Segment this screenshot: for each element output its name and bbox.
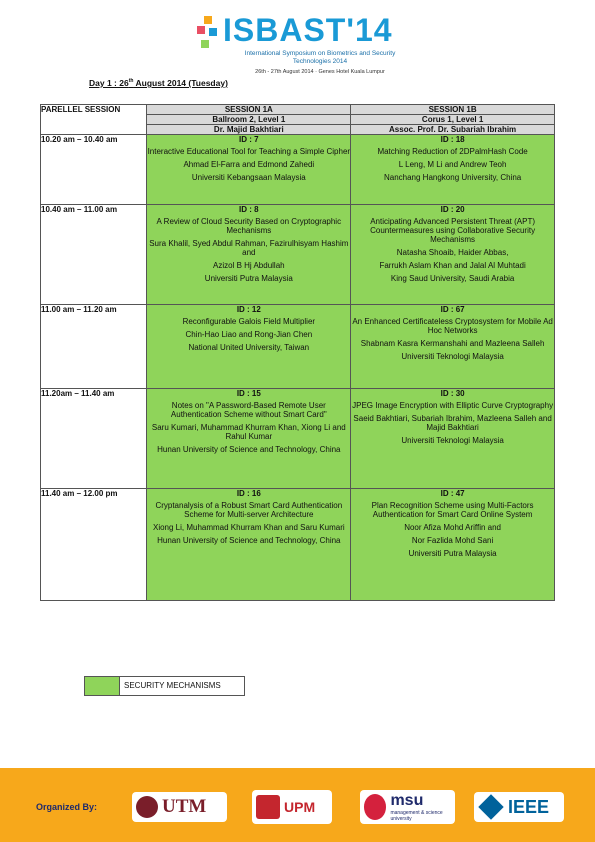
paper-id: ID : 8 <box>239 205 259 214</box>
conference-header <box>195 10 415 80</box>
ieee-diamond-icon <box>478 794 503 819</box>
conference-tagline: International Symposium on Biometrics and Security Technologies 2014 <box>244 50 396 65</box>
paper-detail: Hunan University of Science and Technology, China <box>157 536 341 545</box>
session-a-paper <box>147 389 351 489</box>
paper-detail: Sura Khalil, Syed Abdul Rahman, Fazirulhisyam Hashim and <box>149 239 349 257</box>
paper-detail: L Leng, M Li and Andrew Teoh <box>398 160 507 169</box>
upm-logo: UPM <box>252 790 332 824</box>
schedule-table <box>40 104 555 601</box>
time-slot: 10.20 am – 10.40 am <box>41 135 147 205</box>
session-a-paper <box>147 489 351 601</box>
footer-banner <box>0 768 595 842</box>
paper-detail: King Saud University, Saudi Arabia <box>390 274 515 283</box>
paper-title: Matching Reduction of 2DPalmHash Code <box>377 147 528 156</box>
session-b-room: Corus 1, Level 1 <box>351 115 555 125</box>
paper-detail: Universiti Putra Malaysia <box>408 549 497 558</box>
paper-detail: Ahmad El-Farra and Edmond Zahedi <box>183 160 315 169</box>
session-b-paper <box>351 389 555 489</box>
paper-title: Plan Recognition Scheme using Multi-Factors Authentication for Smart Card Online System <box>371 501 534 519</box>
paper-detail: Universiti Teknologi Malaysia <box>401 352 504 361</box>
paper-id: ID : 67 <box>440 305 465 314</box>
paper-detail: Noor Afiza Mohd Ariffin and <box>404 523 501 532</box>
schedule-row <box>41 205 555 305</box>
paper-detail: Saru Kumari, Muhammad Khurram Khan, Xiong Li and Rahul Kumar <box>151 423 346 441</box>
paper-title: A Review of Cloud Security Based on Cryptographic Mechanisms <box>156 217 342 235</box>
paper-id: ID : 30 <box>440 389 465 398</box>
paper-detail: Universiti Putra Malaysia <box>204 274 293 283</box>
session-a-room: Ballroom 2, Level 1 <box>147 115 351 125</box>
paper-title: Interactive Educational Tool for Teaching a Simple Cipher <box>147 147 351 156</box>
legend-label: SECURITY MECHANISMS <box>124 681 221 690</box>
paper-detail: Xiong Li, Muhammad Khurram Khan and Saru Kumari <box>152 523 345 532</box>
utm-logo: UTM <box>132 792 227 822</box>
paper-detail: Hunan University of Science and Technology, China <box>157 445 341 454</box>
paper-detail: Azizol B Hj Abdullah <box>213 261 285 270</box>
schedule-row <box>41 389 555 489</box>
paper-detail: Saeid Bakhtiari, Subariah Ibrahim, Mazleena Salleh and Majid Bakhtiari <box>353 414 552 432</box>
paper-id: ID : 12 <box>236 305 261 314</box>
session-a-name: SESSION 1A <box>147 105 351 115</box>
logo-cubes-icon <box>195 16 221 56</box>
paper-detail: Farrukh Aslam Khan and Jalal Al Muhtadi <box>379 261 526 270</box>
legend <box>84 676 245 696</box>
session-b-paper <box>351 205 555 305</box>
paper-detail: Chin-Hao Liao and Rong-Jian Chen <box>185 330 313 339</box>
upm-crest-icon <box>256 795 280 819</box>
paper-title: Notes on "A Password-Based Remote User Authentication Scheme without Smart Card" <box>170 401 327 419</box>
paper-detail: Nor Fazlida Mohd Sani <box>411 536 494 545</box>
paper-title: Cryptanalysis of a Robust Smart Card Authentication Scheme for Multi-server Architecture <box>155 501 343 519</box>
session-a-paper <box>147 305 351 389</box>
parallel-session-header: PARELLEL SESSION <box>41 105 147 135</box>
session-a-paper <box>147 135 351 205</box>
paper-title: Reconfigurable Galois Field Multiplier <box>182 317 316 326</box>
conference-dates: 26th - 27th August 2014 · Genes Hotel Kuala Lumpur <box>255 69 385 75</box>
paper-id: ID : 47 <box>440 489 465 498</box>
session-b-name: SESSION 1B <box>351 105 555 115</box>
time-slot: 10.40 am – 11.00 am <box>41 205 147 305</box>
paper-id: ID : 18 <box>440 135 465 144</box>
schedule-row <box>41 489 555 601</box>
organized-by-label: Organized By: <box>36 802 98 812</box>
legend-swatch <box>85 677 120 695</box>
msu-flower-icon <box>364 794 386 820</box>
paper-title: Anticipating Advanced Persistent Threat (APT) Countermeasures using Collaborative Security Mechanisms <box>370 217 536 244</box>
time-slot: 11.40 am – 12.00 pm <box>41 489 147 601</box>
paper-id: ID : 20 <box>440 205 465 214</box>
paper-detail: Shabnam Kasra Kermanshahi and Mazleena Salleh <box>360 339 545 348</box>
paper-detail: Nanchang Hangkong University, China <box>383 173 522 182</box>
time-slot: 11.00 am – 11.20 am <box>41 305 147 389</box>
ieee-logo: IEEE <box>474 792 564 822</box>
session-b-paper <box>351 135 555 205</box>
paper-title: JPEG Image Encryption with Elliptic Curve Cryptography <box>352 401 554 410</box>
session-b-paper <box>351 305 555 389</box>
paper-detail: National United University, Taiwan <box>188 343 310 352</box>
paper-detail: Universiti Teknologi Malaysia <box>401 436 504 445</box>
paper-detail: Universiti Kebangsaan Malaysia <box>191 173 306 182</box>
msu-logo: msu management & science university <box>360 790 455 824</box>
day-heading: Day 1 : 26th August 2014 (Tuesday) <box>89 78 228 88</box>
schedule-row <box>41 305 555 389</box>
session-b-chair: Assoc. Prof. Dr. Subariah Ibrahim <box>351 125 555 135</box>
paper-title: An Enhanced Certificateless Cryptosystem for Mobile Ad Hoc Networks <box>352 317 553 335</box>
conference-logo-title: ISBAST'14 <box>223 12 393 48</box>
paper-detail: Natasha Shoaib, Haider Abbas, <box>396 248 509 257</box>
session-a-paper <box>147 205 351 305</box>
utm-crest-icon <box>136 796 158 818</box>
paper-id: ID : 15 <box>236 389 261 398</box>
paper-id: ID : 16 <box>236 489 261 498</box>
time-slot: 11.20am – 11.40 am <box>41 389 147 489</box>
session-b-paper <box>351 489 555 601</box>
paper-id: ID : 7 <box>239 135 259 144</box>
schedule-row <box>41 135 555 205</box>
session-a-chair: Dr. Majid Bakhtiari <box>147 125 351 135</box>
